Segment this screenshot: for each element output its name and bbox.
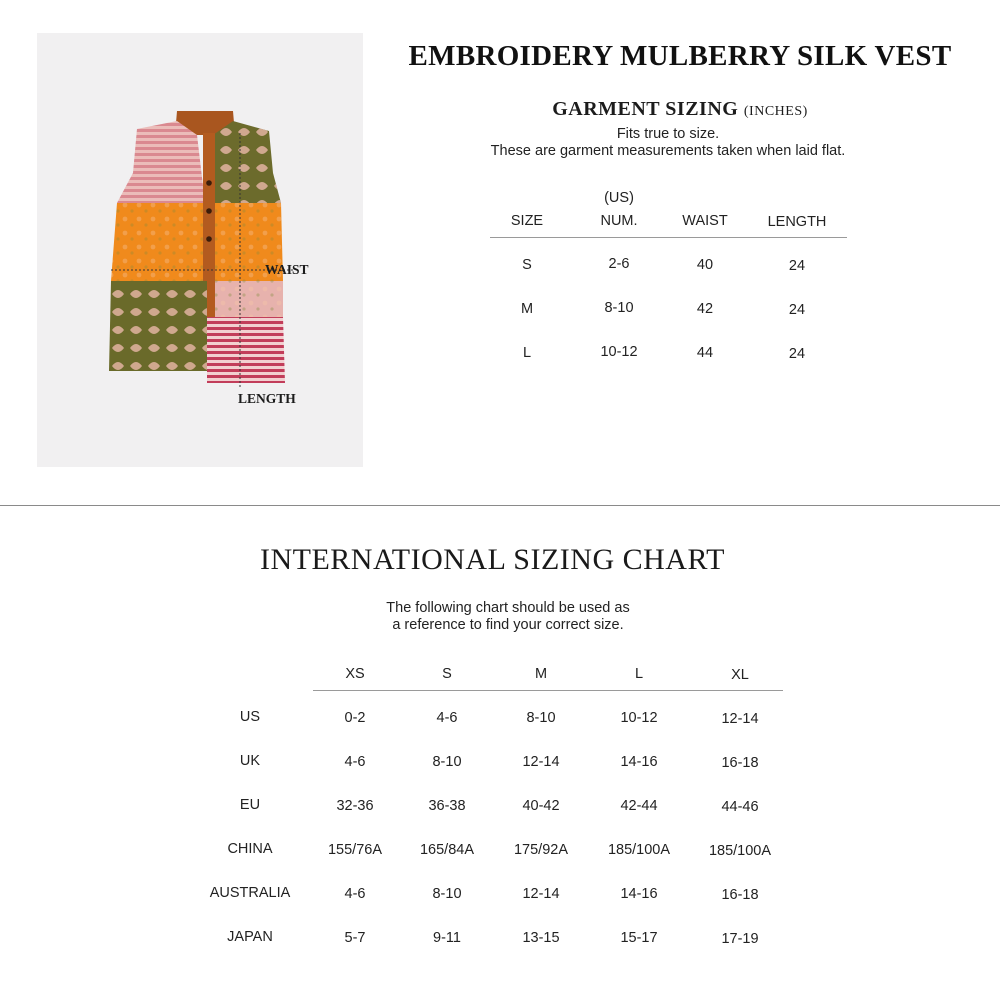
table-cell: 44-46 bbox=[721, 799, 759, 815]
garment-row-length: 24 bbox=[788, 258, 806, 274]
garment-row-num: 8-10 bbox=[604, 300, 634, 316]
column-header: XS bbox=[345, 666, 365, 682]
garment-table-rule bbox=[490, 237, 847, 238]
international-note bbox=[300, 600, 716, 634]
table-cell: 4-6 bbox=[344, 754, 366, 770]
table-cell: 12-14 bbox=[522, 886, 560, 902]
garment-sizing-unit: (INCHES) bbox=[743, 104, 808, 119]
garment-row-waist: 44 bbox=[696, 345, 714, 361]
table-cell: 16-18 bbox=[721, 755, 759, 771]
garment-row-waist: 42 bbox=[696, 301, 714, 317]
table-cell: 15-17 bbox=[620, 930, 658, 946]
table-cell: 4-6 bbox=[344, 886, 366, 902]
row-label: CHINA bbox=[227, 841, 273, 857]
garment-row-length: 24 bbox=[788, 302, 806, 318]
international-note-line2: a reference to find your correct size. bbox=[392, 617, 624, 633]
header-waist: WAIST bbox=[682, 213, 728, 229]
international-note-line1: The following chart should be used as bbox=[386, 600, 630, 616]
table-cell: 14-16 bbox=[620, 886, 658, 902]
length-label: LENGTH bbox=[238, 391, 296, 406]
garment-row-num: 2-6 bbox=[608, 256, 630, 272]
row-label: US bbox=[239, 709, 261, 725]
table-cell: 8-10 bbox=[526, 710, 556, 726]
waist-label: WAIST bbox=[265, 262, 309, 277]
garment-row-size: L bbox=[522, 345, 532, 361]
table-cell: 13-15 bbox=[522, 930, 560, 946]
header-size: SIZE bbox=[510, 213, 544, 229]
garment-row-length: 24 bbox=[788, 346, 806, 362]
table-cell: 40-42 bbox=[522, 798, 560, 814]
header-num-top: (US) bbox=[604, 190, 634, 206]
table-cell: 155/76A bbox=[327, 842, 383, 858]
column-header: L bbox=[634, 666, 644, 682]
garment-row-waist: 40 bbox=[696, 257, 714, 273]
garment-note-line1: Fits true to size. bbox=[616, 126, 720, 142]
product-photo bbox=[37, 33, 363, 467]
column-header: S bbox=[442, 666, 452, 682]
row-label: AUSTRALIA bbox=[209, 885, 291, 901]
international-table-rule bbox=[313, 690, 783, 691]
garment-note-line2: These are garment measurements taken when laid flat. bbox=[490, 143, 846, 159]
table-cell: 185/100A bbox=[607, 842, 671, 858]
product-title: EMBROIDERY MULBERRY SILK VEST bbox=[408, 40, 952, 72]
table-cell: 17-19 bbox=[721, 931, 759, 947]
garment-sizing-note bbox=[400, 126, 936, 160]
header-length: LENGTH bbox=[767, 214, 827, 230]
table-cell: 12-14 bbox=[721, 711, 759, 727]
table-cell: 32-36 bbox=[336, 798, 374, 814]
column-header: XL bbox=[731, 667, 749, 683]
table-cell: 165/84A bbox=[419, 842, 475, 858]
table-cell: 9-11 bbox=[433, 930, 461, 946]
table-cell: 185/100A bbox=[708, 843, 772, 859]
column-header: M bbox=[534, 666, 548, 682]
garment-sizing-title: GARMENT SIZING bbox=[552, 98, 739, 120]
table-cell: 12-14 bbox=[522, 754, 560, 770]
section-divider bbox=[0, 505, 1000, 506]
table-cell: 8-10 bbox=[432, 886, 462, 902]
garment-row-num: 10-12 bbox=[600, 344, 638, 360]
row-label: UK bbox=[239, 753, 261, 769]
row-label: JAPAN bbox=[227, 929, 273, 945]
table-cell: 8-10 bbox=[432, 754, 462, 770]
vest-illustration bbox=[37, 33, 363, 467]
garment-sizing-heading bbox=[400, 98, 960, 121]
garment-row-size: S bbox=[522, 257, 532, 273]
garment-row-size: M bbox=[520, 301, 534, 317]
table-cell: 0-2 bbox=[344, 710, 366, 726]
table-cell: 4-6 bbox=[436, 710, 458, 726]
table-cell: 36-38 bbox=[428, 798, 466, 814]
table-cell: 10-12 bbox=[620, 710, 658, 726]
row-label: EU bbox=[239, 797, 261, 813]
table-cell: 175/92A bbox=[513, 842, 569, 858]
international-title: INTERNATIONAL SIZING CHART bbox=[259, 543, 726, 576]
table-cell: 5-7 bbox=[344, 930, 366, 946]
table-cell: 16-18 bbox=[721, 887, 759, 903]
table-cell: 14-16 bbox=[620, 754, 658, 770]
table-cell: 42-44 bbox=[620, 798, 658, 814]
header-num: NUM. bbox=[600, 213, 638, 229]
